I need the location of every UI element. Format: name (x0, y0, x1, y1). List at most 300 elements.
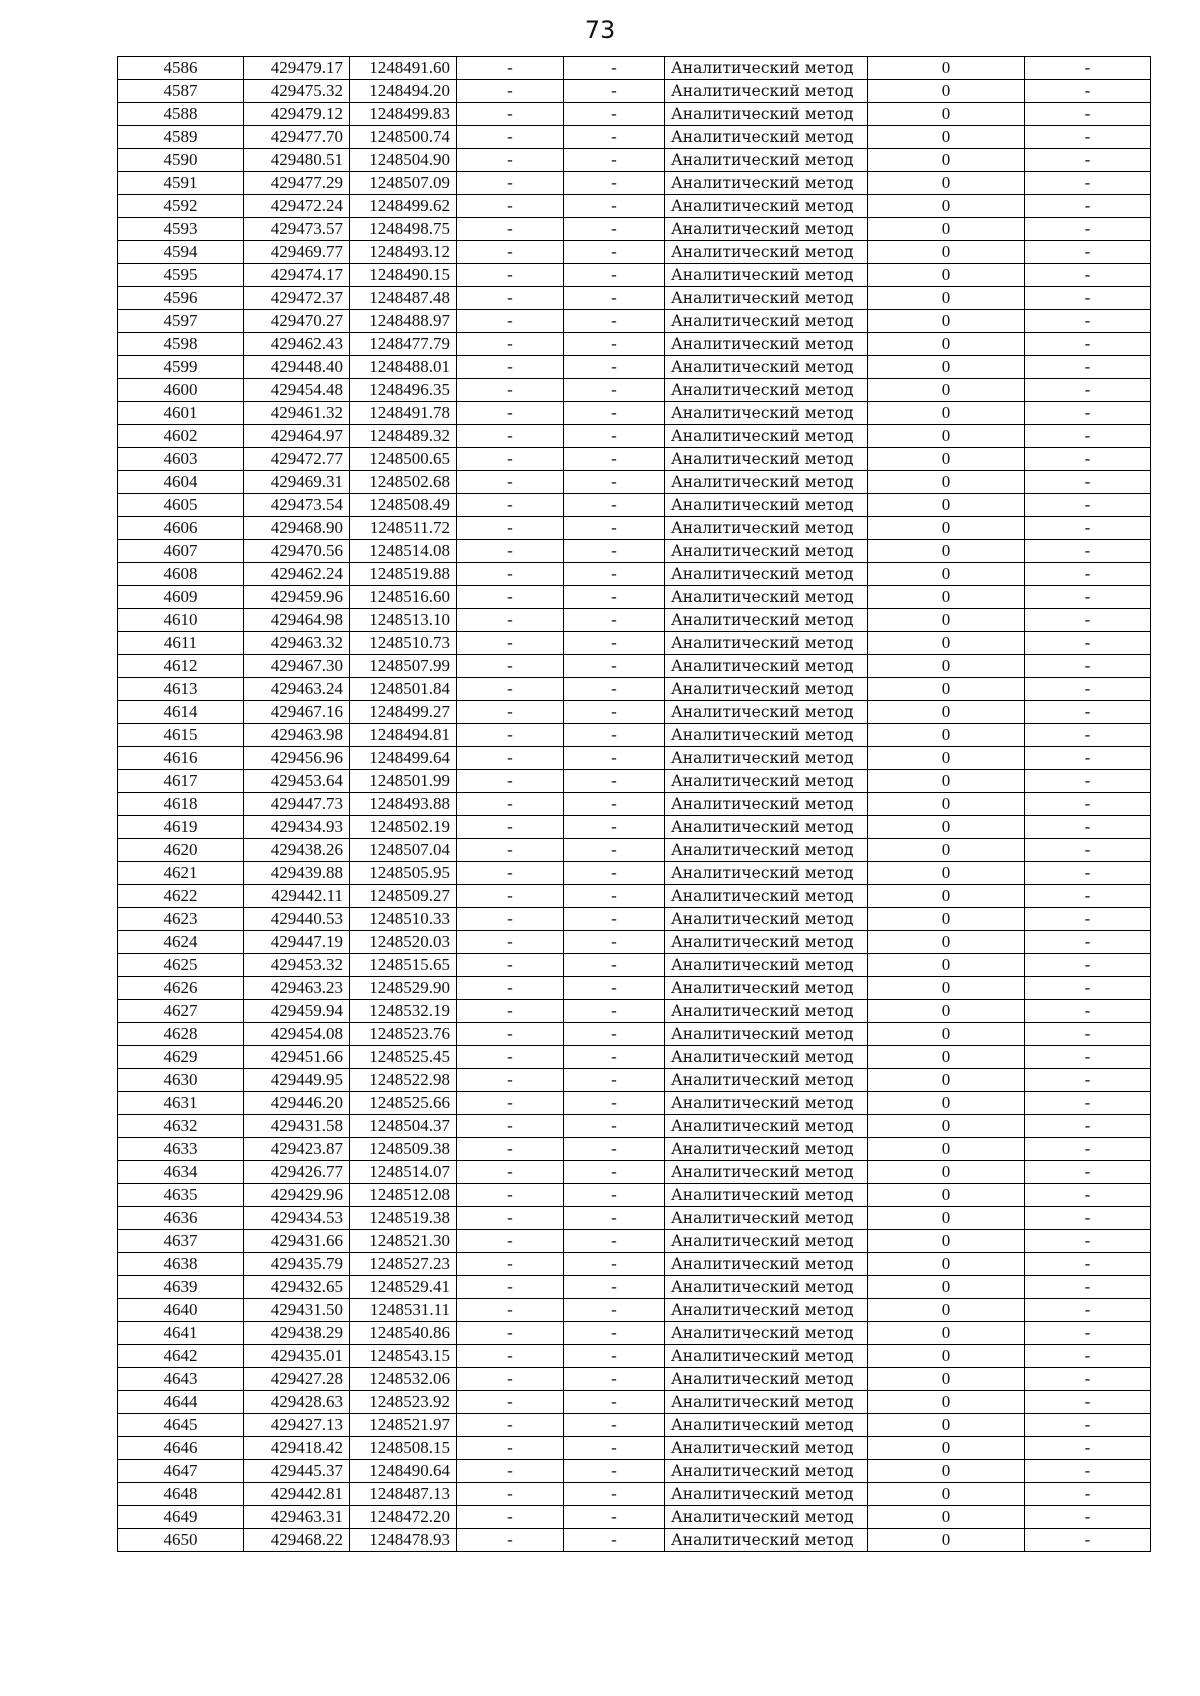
method-cell: Аналитический метод (665, 609, 868, 632)
table-row (118, 540, 1151, 563)
point-number-cell: 4637 (118, 1230, 244, 1253)
dash-cell: - (457, 1207, 564, 1230)
error-value-cell: 0 (868, 1345, 1025, 1368)
dash-cell: - (564, 1115, 665, 1138)
method-cell: Аналитический метод (665, 1529, 868, 1552)
dash-cell: - (1025, 1046, 1151, 1069)
y-coordinate-cell: 1248523.76 (350, 1023, 457, 1046)
y-coordinate-cell: 1248540.86 (350, 1322, 457, 1345)
x-coordinate-cell: 429467.30 (244, 655, 350, 678)
table-row (118, 126, 1151, 149)
x-coordinate-cell: 429440.53 (244, 908, 350, 931)
error-value-cell: 0 (868, 609, 1025, 632)
method-cell: Аналитический метод (665, 1092, 868, 1115)
point-number-cell: 4591 (118, 172, 244, 195)
point-number-cell: 4614 (118, 701, 244, 724)
dash-cell: - (457, 885, 564, 908)
dash-cell: - (457, 1276, 564, 1299)
table-row (118, 701, 1151, 724)
point-number-cell: 4644 (118, 1391, 244, 1414)
x-coordinate-cell: 429464.98 (244, 609, 350, 632)
table-row (118, 1092, 1151, 1115)
y-coordinate-cell: 1248494.20 (350, 80, 457, 103)
x-coordinate-cell: 429462.24 (244, 563, 350, 586)
dash-cell: - (457, 241, 564, 264)
point-number-cell: 4608 (118, 563, 244, 586)
dash-cell: - (457, 655, 564, 678)
dash-cell: - (457, 172, 564, 195)
x-coordinate-cell: 429423.87 (244, 1138, 350, 1161)
table-row (118, 471, 1151, 494)
error-value-cell: 0 (868, 954, 1025, 977)
dash-cell: - (564, 1276, 665, 1299)
dash-cell: - (1025, 908, 1151, 931)
error-value-cell: 0 (868, 1023, 1025, 1046)
error-value-cell: 0 (868, 448, 1025, 471)
dash-cell: - (457, 793, 564, 816)
x-coordinate-cell: 429434.93 (244, 816, 350, 839)
method-cell: Аналитический метод (665, 540, 868, 563)
dash-cell: - (457, 103, 564, 126)
method-cell: Аналитический метод (665, 1023, 868, 1046)
y-coordinate-cell: 1248519.38 (350, 1207, 457, 1230)
error-value-cell: 0 (868, 540, 1025, 563)
y-coordinate-cell: 1248529.90 (350, 977, 457, 1000)
method-cell: Аналитический метод (665, 1184, 868, 1207)
error-value-cell: 0 (868, 1483, 1025, 1506)
method-cell: Аналитический метод (665, 931, 868, 954)
y-coordinate-cell: 1248512.08 (350, 1184, 457, 1207)
error-value-cell: 0 (868, 1460, 1025, 1483)
error-value-cell: 0 (868, 1069, 1025, 1092)
error-value-cell: 0 (868, 816, 1025, 839)
method-cell: Аналитический метод (665, 1276, 868, 1299)
method-cell: Аналитический метод (665, 632, 868, 655)
method-cell: Аналитический метод (665, 1299, 868, 1322)
error-value-cell: 0 (868, 494, 1025, 517)
method-cell: Аналитический метод (665, 1322, 868, 1345)
method-cell: Аналитический метод (665, 471, 868, 494)
x-coordinate-cell: 429469.31 (244, 471, 350, 494)
error-value-cell: 0 (868, 379, 1025, 402)
error-value-cell: 0 (868, 977, 1025, 1000)
y-coordinate-cell: 1248490.64 (350, 1460, 457, 1483)
method-cell: Аналитический метод (665, 241, 868, 264)
point-number-cell: 4616 (118, 747, 244, 770)
y-coordinate-cell: 1248493.12 (350, 241, 457, 264)
dash-cell: - (1025, 655, 1151, 678)
point-number-cell: 4588 (118, 103, 244, 126)
table-row (118, 862, 1151, 885)
y-coordinate-cell: 1248499.64 (350, 747, 457, 770)
dash-cell: - (457, 149, 564, 172)
y-coordinate-cell: 1248493.88 (350, 793, 457, 816)
y-coordinate-cell: 1248494.81 (350, 724, 457, 747)
y-coordinate-cell: 1248514.07 (350, 1161, 457, 1184)
dash-cell: - (564, 195, 665, 218)
dash-cell: - (457, 724, 564, 747)
y-coordinate-cell: 1248529.41 (350, 1276, 457, 1299)
point-number-cell: 4590 (118, 149, 244, 172)
point-number-cell: 4650 (118, 1529, 244, 1552)
x-coordinate-cell: 429463.23 (244, 977, 350, 1000)
table-row (118, 1368, 1151, 1391)
x-coordinate-cell: 429429.96 (244, 1184, 350, 1207)
method-cell: Аналитический метод (665, 1046, 868, 1069)
dash-cell: - (457, 908, 564, 931)
method-cell: Аналитический метод (665, 1414, 868, 1437)
error-value-cell: 0 (868, 586, 1025, 609)
point-number-cell: 4628 (118, 1023, 244, 1046)
dash-cell: - (457, 1184, 564, 1207)
error-value-cell: 0 (868, 80, 1025, 103)
x-coordinate-cell: 429428.63 (244, 1391, 350, 1414)
y-coordinate-cell: 1248487.13 (350, 1483, 457, 1506)
method-cell: Аналитический метод (665, 1115, 868, 1138)
dash-cell: - (457, 448, 564, 471)
method-cell: Аналитический метод (665, 1345, 868, 1368)
error-value-cell: 0 (868, 1506, 1025, 1529)
dash-cell: - (1025, 425, 1151, 448)
point-number-cell: 4646 (118, 1437, 244, 1460)
x-coordinate-cell: 429454.48 (244, 379, 350, 402)
dash-cell: - (1025, 1391, 1151, 1414)
point-number-cell: 4639 (118, 1276, 244, 1299)
point-number-cell: 4598 (118, 333, 244, 356)
x-coordinate-cell: 429463.32 (244, 632, 350, 655)
table-body (118, 57, 1151, 1552)
y-coordinate-cell: 1248525.66 (350, 1092, 457, 1115)
dash-cell: - (1025, 885, 1151, 908)
dash-cell: - (1025, 931, 1151, 954)
y-coordinate-cell: 1248519.88 (350, 563, 457, 586)
dash-cell: - (1025, 816, 1151, 839)
method-cell: Аналитический метод (665, 149, 868, 172)
table-row (118, 954, 1151, 977)
dash-cell: - (564, 678, 665, 701)
dash-cell: - (1025, 241, 1151, 264)
point-number-cell: 4626 (118, 977, 244, 1000)
method-cell: Аналитический метод (665, 1506, 868, 1529)
dash-cell: - (1025, 793, 1151, 816)
dash-cell: - (457, 402, 564, 425)
method-cell: Аналитический метод (665, 103, 868, 126)
point-number-cell: 4641 (118, 1322, 244, 1345)
dash-cell: - (1025, 977, 1151, 1000)
dash-cell: - (1025, 1161, 1151, 1184)
dash-cell: - (564, 770, 665, 793)
error-value-cell: 0 (868, 1414, 1025, 1437)
dash-cell: - (1025, 839, 1151, 862)
method-cell: Аналитический метод (665, 1483, 868, 1506)
error-value-cell: 0 (868, 195, 1025, 218)
method-cell: Аналитический метод (665, 747, 868, 770)
table-row (118, 885, 1151, 908)
x-coordinate-cell: 429473.57 (244, 218, 350, 241)
method-cell: Аналитический метод (665, 1207, 868, 1230)
dash-cell: - (1025, 678, 1151, 701)
y-coordinate-cell: 1248499.83 (350, 103, 457, 126)
dash-cell: - (564, 1529, 665, 1552)
method-cell: Аналитический метод (665, 287, 868, 310)
error-value-cell: 0 (868, 1138, 1025, 1161)
table-row (118, 172, 1151, 195)
point-number-cell: 4624 (118, 931, 244, 954)
error-value-cell: 0 (868, 356, 1025, 379)
error-value-cell: 0 (868, 1207, 1025, 1230)
error-value-cell: 0 (868, 724, 1025, 747)
y-coordinate-cell: 1248487.48 (350, 287, 457, 310)
dash-cell: - (457, 1000, 564, 1023)
dash-cell: - (457, 1046, 564, 1069)
point-number-cell: 4621 (118, 862, 244, 885)
dash-cell: - (564, 816, 665, 839)
method-cell: Аналитический метод (665, 1230, 868, 1253)
point-number-cell: 4620 (118, 839, 244, 862)
error-value-cell: 0 (868, 264, 1025, 287)
error-value-cell: 0 (868, 885, 1025, 908)
x-coordinate-cell: 429472.77 (244, 448, 350, 471)
x-coordinate-cell: 429475.32 (244, 80, 350, 103)
table-row (118, 632, 1151, 655)
x-coordinate-cell: 429451.66 (244, 1046, 350, 1069)
dash-cell: - (564, 1345, 665, 1368)
dash-cell: - (1025, 1368, 1151, 1391)
point-number-cell: 4627 (118, 1000, 244, 1023)
dash-cell: - (564, 1322, 665, 1345)
x-coordinate-cell: 429459.94 (244, 1000, 350, 1023)
table-row (118, 563, 1151, 586)
x-coordinate-cell: 429474.17 (244, 264, 350, 287)
table-row (118, 1184, 1151, 1207)
point-number-cell: 4602 (118, 425, 244, 448)
error-value-cell: 0 (868, 1161, 1025, 1184)
error-value-cell: 0 (868, 333, 1025, 356)
x-coordinate-cell: 429461.32 (244, 402, 350, 425)
dash-cell: - (457, 1023, 564, 1046)
y-coordinate-cell: 1248532.19 (350, 1000, 457, 1023)
dash-cell: - (564, 1230, 665, 1253)
table-row (118, 1391, 1151, 1414)
point-number-cell: 4595 (118, 264, 244, 287)
coordinates-table (117, 56, 1151, 1552)
method-cell: Аналитический метод (665, 402, 868, 425)
dash-cell: - (564, 494, 665, 517)
dash-cell: - (457, 333, 564, 356)
x-coordinate-cell: 429438.29 (244, 1322, 350, 1345)
x-coordinate-cell: 429446.20 (244, 1092, 350, 1115)
dash-cell: - (1025, 103, 1151, 126)
dash-cell: - (1025, 1506, 1151, 1529)
dash-cell: - (564, 1437, 665, 1460)
dash-cell: - (564, 655, 665, 678)
method-cell: Аналитический метод (665, 172, 868, 195)
method-cell: Аналитический метод (665, 333, 868, 356)
dash-cell: - (564, 149, 665, 172)
y-coordinate-cell: 1248505.95 (350, 862, 457, 885)
dash-cell: - (564, 1207, 665, 1230)
dash-cell: - (1025, 471, 1151, 494)
dash-cell: - (457, 586, 564, 609)
dash-cell: - (1025, 195, 1151, 218)
dash-cell: - (564, 1092, 665, 1115)
method-cell: Аналитический метод (665, 816, 868, 839)
point-number-cell: 4633 (118, 1138, 244, 1161)
point-number-cell: 4636 (118, 1207, 244, 1230)
point-number-cell: 4638 (118, 1253, 244, 1276)
error-value-cell: 0 (868, 241, 1025, 264)
point-number-cell: 4618 (118, 793, 244, 816)
dash-cell: - (457, 126, 564, 149)
dash-cell: - (457, 839, 564, 862)
error-value-cell: 0 (868, 1115, 1025, 1138)
dash-cell: - (457, 195, 564, 218)
table-row (118, 747, 1151, 770)
point-number-cell: 4629 (118, 1046, 244, 1069)
dash-cell: - (1025, 1092, 1151, 1115)
x-coordinate-cell: 429442.81 (244, 1483, 350, 1506)
table-row (118, 1253, 1151, 1276)
method-cell: Аналитический метод (665, 770, 868, 793)
dash-cell: - (564, 862, 665, 885)
method-cell: Аналитический метод (665, 1069, 868, 1092)
x-coordinate-cell: 429468.90 (244, 517, 350, 540)
y-coordinate-cell: 1248500.65 (350, 448, 457, 471)
dash-cell: - (564, 1069, 665, 1092)
dash-cell: - (564, 1483, 665, 1506)
error-value-cell: 0 (868, 701, 1025, 724)
dash-cell: - (564, 80, 665, 103)
point-number-cell: 4643 (118, 1368, 244, 1391)
error-value-cell: 0 (868, 1299, 1025, 1322)
y-coordinate-cell: 1248488.97 (350, 310, 457, 333)
dash-cell: - (564, 1023, 665, 1046)
point-number-cell: 4589 (118, 126, 244, 149)
dash-cell: - (457, 747, 564, 770)
y-coordinate-cell: 1248525.45 (350, 1046, 457, 1069)
dash-cell: - (1025, 1138, 1151, 1161)
error-value-cell: 0 (868, 1230, 1025, 1253)
table-row (118, 241, 1151, 264)
x-coordinate-cell: 429462.43 (244, 333, 350, 356)
dash-cell: - (1025, 172, 1151, 195)
dash-cell: - (1025, 1207, 1151, 1230)
dash-cell: - (457, 218, 564, 241)
dash-cell: - (457, 1322, 564, 1345)
dash-cell: - (457, 1483, 564, 1506)
dash-cell: - (1025, 379, 1151, 402)
dash-cell: - (1025, 218, 1151, 241)
dash-cell: - (457, 1230, 564, 1253)
dash-cell: - (564, 1460, 665, 1483)
dash-cell: - (457, 678, 564, 701)
table-row (118, 1437, 1151, 1460)
table-row (118, 448, 1151, 471)
dash-cell: - (457, 1414, 564, 1437)
dash-cell: - (1025, 540, 1151, 563)
method-cell: Аналитический метод (665, 425, 868, 448)
dash-cell: - (457, 356, 564, 379)
point-number-cell: 4632 (118, 1115, 244, 1138)
point-number-cell: 4603 (118, 448, 244, 471)
dash-cell: - (457, 287, 564, 310)
dash-cell: - (1025, 701, 1151, 724)
table-row (118, 816, 1151, 839)
x-coordinate-cell: 429472.37 (244, 287, 350, 310)
table-row (118, 517, 1151, 540)
point-number-cell: 4610 (118, 609, 244, 632)
y-coordinate-cell: 1248489.32 (350, 425, 457, 448)
dash-cell: - (1025, 1322, 1151, 1345)
dash-cell: - (564, 1046, 665, 1069)
point-number-cell: 4647 (118, 1460, 244, 1483)
error-value-cell: 0 (868, 1322, 1025, 1345)
error-value-cell: 0 (868, 1391, 1025, 1414)
x-coordinate-cell: 429427.28 (244, 1368, 350, 1391)
dash-cell: - (564, 1299, 665, 1322)
x-coordinate-cell: 429463.24 (244, 678, 350, 701)
dash-cell: - (1025, 1299, 1151, 1322)
table-row (118, 103, 1151, 126)
dash-cell: - (1025, 1023, 1151, 1046)
table-row (118, 494, 1151, 517)
x-coordinate-cell: 429479.12 (244, 103, 350, 126)
point-number-cell: 4592 (118, 195, 244, 218)
error-value-cell: 0 (868, 931, 1025, 954)
dash-cell: - (1025, 862, 1151, 885)
x-coordinate-cell: 429426.77 (244, 1161, 350, 1184)
method-cell: Аналитический метод (665, 701, 868, 724)
x-coordinate-cell: 429477.70 (244, 126, 350, 149)
dash-cell: - (1025, 80, 1151, 103)
dash-cell: - (564, 379, 665, 402)
point-number-cell: 4596 (118, 287, 244, 310)
point-number-cell: 4615 (118, 724, 244, 747)
y-coordinate-cell: 1248514.08 (350, 540, 457, 563)
error-value-cell: 0 (868, 1368, 1025, 1391)
point-number-cell: 4601 (118, 402, 244, 425)
x-coordinate-cell: 429449.95 (244, 1069, 350, 1092)
method-cell: Аналитический метод (665, 1253, 868, 1276)
point-number-cell: 4604 (118, 471, 244, 494)
dash-cell: - (457, 310, 564, 333)
dash-cell: - (457, 1069, 564, 1092)
dash-cell: - (564, 885, 665, 908)
dash-cell: - (564, 954, 665, 977)
point-number-cell: 4648 (118, 1483, 244, 1506)
dash-cell: - (1025, 149, 1151, 172)
dash-cell: - (1025, 1000, 1151, 1023)
table-row (118, 80, 1151, 103)
x-coordinate-cell: 429459.96 (244, 586, 350, 609)
x-coordinate-cell: 429418.42 (244, 1437, 350, 1460)
x-coordinate-cell: 429480.51 (244, 149, 350, 172)
dash-cell: - (457, 1529, 564, 1552)
dash-cell: - (1025, 1529, 1151, 1552)
dash-cell: - (564, 218, 665, 241)
x-coordinate-cell: 429427.13 (244, 1414, 350, 1437)
dash-cell: - (457, 770, 564, 793)
dash-cell: - (457, 1391, 564, 1414)
y-coordinate-cell: 1248477.79 (350, 333, 457, 356)
error-value-cell: 0 (868, 632, 1025, 655)
table-row (118, 908, 1151, 931)
method-cell: Аналитический метод (665, 356, 868, 379)
dash-cell: - (564, 1184, 665, 1207)
dash-cell: - (457, 1345, 564, 1368)
point-number-cell: 4634 (118, 1161, 244, 1184)
dash-cell: - (1025, 1345, 1151, 1368)
